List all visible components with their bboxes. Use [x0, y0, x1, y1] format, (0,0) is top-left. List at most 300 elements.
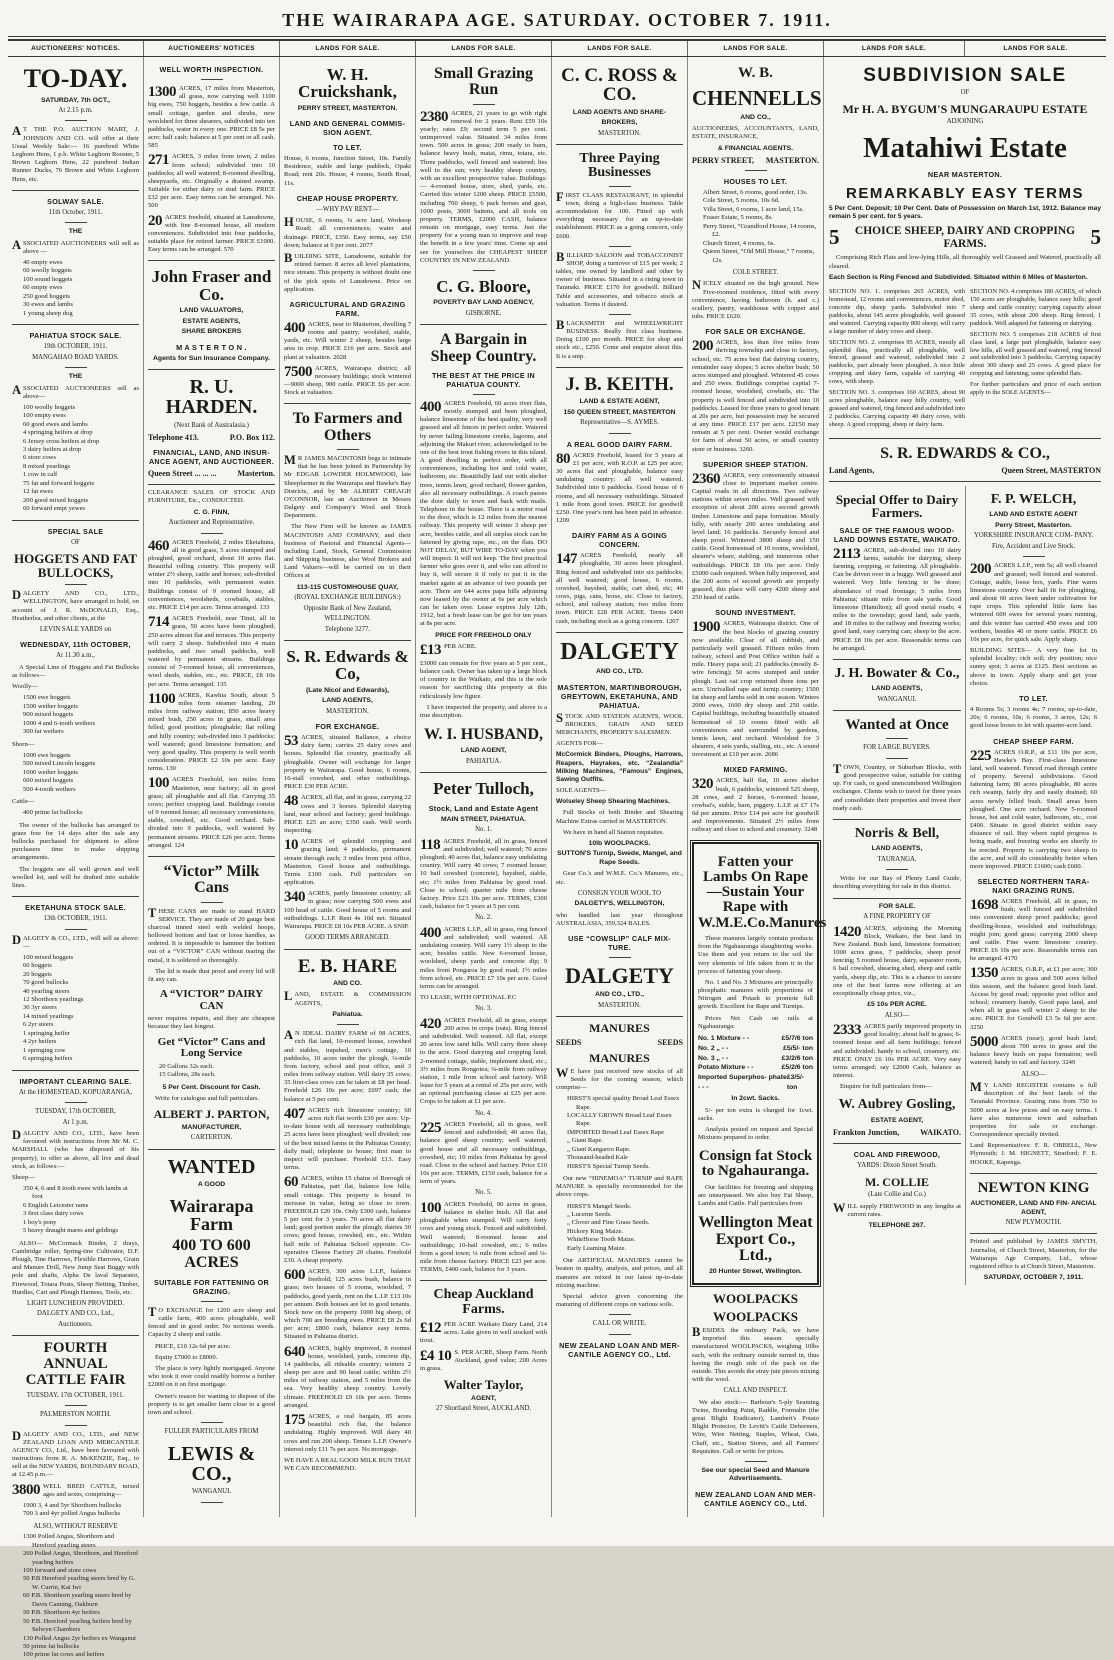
lead-number: 7500: [284, 363, 312, 380]
ad-paragraph: £12 PER ACRE Waikato Dairy Land, 214 acres. Lake given in well stocked with trout.: [420, 1320, 547, 1345]
ad-centered-line: CARTERTON.: [190, 1134, 233, 1142]
ad-subhead: NEW ZEALAND LOAN AND MER- CANTILE AGENCY CO., Ltd.: [559, 1340, 680, 1359]
price-table-value: £5/2/6 ton: [781, 1064, 813, 1072]
ad-centered-bold-line: TELEPHONE 267.: [868, 1222, 926, 1230]
column-auctioneers-1: [8, 57, 144, 1659]
ad-centered-line: Auctioneer and Representative.: [168, 519, 255, 527]
ad-subhead: TO LET.: [333, 143, 362, 153]
stock-list-item: 1 young sheep dog: [23, 309, 73, 317]
ad-centered-line: Fire, Accident and Live Stock.: [991, 542, 1076, 550]
column-rule: [148, 369, 275, 370]
section-divider: [337, 1024, 359, 1025]
stock-list-item: 1300 Polled Angus, Shorthorn and Hereford yearling steers: [23, 1533, 115, 1549]
section-divider: [609, 1314, 631, 1315]
ad-subhead: FINANCIAL, LAND, AND INSUR- ANCE AGENT, AND AUCTIONEER.: [148, 448, 275, 467]
ad-paragraph: DALGETY AND CO., LTD., have been favoured with instructions from Mr M. C. MARSHALL (who has disposed of his property), to offer as above, all live and dead stock, as follows:—: [12, 1127, 139, 1170]
ad-paragraph: Owner's reason for wanting to dispose of the property is to get smaller farm close to a good town and school.: [148, 1392, 275, 1416]
ad-subheadline: MANURES: [589, 1021, 650, 1036]
ad-centered-bold-line: 150 QUEEN STREET, MASTERTON: [563, 408, 676, 416]
ad-headline: C. G. Bloore,: [436, 276, 531, 296]
lead-number: 225: [970, 747, 991, 764]
ad-subhead: SUPERIOR SHEEP STATION.: [702, 459, 809, 469]
ad-headline: “Victor” Milk Cans: [163, 862, 260, 897]
ad-subhead: TO LET.: [1019, 693, 1048, 703]
ad-paragraph: 1698 ACRES Freehold, all in grass, in bush; well fenced and subdivided into convenient sheep proof paddocks; good dwelling-house, woolshed and outbuildings; might join; good grass; carrying 2000 sheep and cattle. Fine warm limestone country. PRICE £6 10s per acre. Reasonable terms can be arranged. 4170: [970, 897, 1097, 963]
ad-centered-line: LIGHT LUNCHEON PROVIDED.: [26, 1299, 125, 1307]
ad-centered-line: GOOD TERMS ARRANGED.: [305, 934, 390, 942]
ad-paragraph: SECTION NO. 5 comprises 218 ACRES of first class land, a large part ploughable, balance easy low hills, all well grassed and watered, ring fenced and subdivided into 3 paddocks. Carrying capacity about 300 sheep and 25 cows. A good place for cropping and fattening; some splendid flats.: [970, 330, 1101, 378]
ad-paragraph: For further particulars and price of each section apply to the SOLE AGENTS—: [970, 381, 1101, 397]
ad-paragraph: A Special Line of Hoggets and Fat Bullocks as follows—: [12, 663, 139, 680]
ad-paragraph: The New Firm will be known as JAMES MACINTOSH AND COMPANY, and their business of Pastoral and Financial Agents—including Land, Stock, General Commission and Shipping business, also Wool Brokers and Land Valuers—will be carried on in their Offices at: [284, 523, 411, 580]
ad-subhead: M A S T E R T O N .: [176, 342, 247, 352]
stock-list-item: 500 4-tooth wethers: [23, 785, 76, 793]
ad-paragraph: 714 ACRES Freehold, near Tinui, all in grass, 50 acres have been ploughed; 250 acres almost flat and terraces. This property will carry 2 sheep. Subdivided into 4 main paddocks, and two small paddocks, well watered by permanent streams. Buildings consist of 7-roomed house, all conveniences, wool sheds, stables, etc., etc. PRICE, £8 10s per acre. Terms arranged. 135: [148, 614, 275, 688]
lead-number: 10: [284, 837, 298, 854]
spread-line: [556, 1038, 683, 1047]
ad-centered-bold-line: PRICE FOR FREEHOLD ONLY: [435, 631, 532, 639]
ad-centered-line: (ROYAL EXCHANGE BUILDINGS:): [294, 594, 401, 602]
ad-paragraph: £13 PER ACRE.: [420, 642, 477, 659]
drop-cap: D: [12, 932, 22, 947]
ad-centered-line: MASTERTON.: [598, 129, 641, 137]
drop-cap: D: [12, 1428, 22, 1443]
drop-cap: T: [148, 905, 157, 920]
stock-list-item: 6 2yr steers: [23, 1021, 54, 1029]
column-rule: [12, 190, 139, 191]
lead-number: 420: [420, 1015, 441, 1032]
column-rule: [833, 898, 961, 899]
boxed-ad: [692, 842, 827, 1285]
section-divider: [65, 120, 87, 121]
section-divider: [609, 1334, 631, 1335]
stock-list-item: HIRST'S Special Turnip Seeds.: [567, 1162, 650, 1170]
ad-paragraph: TO LEASE, WITH OPTIONAL P.C: [420, 994, 517, 1002]
ad-centered-line: GISBORNE.: [465, 309, 502, 317]
spread-line: [148, 469, 275, 478]
ad-centered-bold-line: SATURDAY, OCTOBER 7, 1911.: [983, 1274, 1084, 1282]
ad-subheadline: FOURTH ANNUAL CATTLE FAIR: [25, 1340, 126, 1388]
ad-headline: J. B. KEITH.: [565, 373, 674, 395]
price-table-row: [698, 1073, 813, 1093]
ad-centered-line: WELLINGTON.: [324, 615, 371, 623]
lead-number: 200: [692, 338, 713, 355]
lead-number: 271: [148, 152, 169, 169]
ad-paragraph: The lid is made dust proof and every lid will fit any can.: [148, 967, 275, 983]
stock-list-item: 500 mixed Lincoln hoggets: [23, 760, 96, 768]
lead-number: 53: [284, 733, 298, 750]
ad-headline: LEWIS & CO.,: [167, 1442, 256, 1485]
column-header-row: [8, 39, 1106, 57]
ad-centered-line: FULLER PARTICULARS FROM: [164, 1428, 259, 1436]
drop-cap: A: [12, 237, 22, 252]
ad-headline: Special Offer to Dairy Farmers.: [835, 492, 959, 521]
stock-list-item: „ Giant Kangaroo Rape.: [567, 1145, 631, 1153]
column-rule: [833, 710, 961, 711]
ad-centered-bold-line: C. G. FINN,: [193, 508, 230, 516]
ad-centered-bold-line: MANUFACTURER,: [181, 1123, 242, 1131]
ad-centered-line: COLE STREET.: [732, 268, 779, 276]
ad-centered-bold-line: & FINANCIAL AGENTS.: [717, 144, 794, 152]
ad-centered-bold-line: THE: [68, 228, 83, 236]
ad-paragraph: 5 Per Cent. Deposit; 10 Per Cent. Date of Possession on March 1st, 1912. Balance may remain 5 per cent. for 5 years.: [829, 204, 1101, 220]
column-rule: [833, 1143, 961, 1144]
ad-centered-bold-line: LAND AGENTS,: [322, 697, 373, 705]
ad-paragraph: NICELY situated on the high ground. New Five-roomed residence, fitted with every convenience, having bathroom (h. and c.) scullery, pantry, washhouse with copper and tubs. PRICE £620.: [692, 278, 819, 321]
ad-headline: R. U. HARDEN.: [165, 376, 258, 419]
ad-paragraph: McCormick Binders, Ploughs, Harrows, Reapers, Hayrakes, etc. “Zealandia” Milking Machines, “Famous” Engines, Sawing Outfits.: [556, 751, 683, 783]
ad-paragraph: Sheep—: [12, 1173, 35, 1181]
ad-centered-bold-line: LAND & ESTATE AGENT,: [579, 398, 660, 406]
price-table-row: [698, 1034, 813, 1044]
drop-cap: T: [833, 761, 842, 776]
ad-centered-line: ALSO, WITHOUT RESERVE: [33, 1522, 118, 1530]
ad-subheadline: Mr H. A. BYGUM'S MUNGARAUPU ESTATE: [842, 101, 1088, 116]
ad-headline: A Bargain in Sheep Country.: [430, 331, 537, 365]
column-rule: [829, 438, 1101, 439]
ad-centered-line: Telephone 3277.: [324, 625, 371, 633]
ad-headline: Peter Tulloch,: [433, 779, 534, 799]
lead-number: 714: [148, 614, 169, 631]
ad-paragraph: who handled last year throughout AUSTRALASIA, 359,324 BALES.: [556, 911, 683, 927]
ad-centered-line: DALGETY AND CO., Ltd.,: [37, 1310, 114, 1318]
ad-headline: Consign fat Stock to Ngahauranga.: [698, 1148, 813, 1180]
spread-right: MASTERTON.: [765, 156, 819, 166]
lead-number: 118: [420, 836, 441, 853]
ad-subhead: SELECTED NORTHERN TARA- NAKI GRAZING RUNS.: [977, 877, 1090, 896]
ad-paragraph: FIRST CLASS RESTAURANT, in splendid town, doing a high-class business. Table accommodation for 100. Fitted up with everything necessary for an up-to-date establishment. PRICE as a going concern, only £600.: [556, 189, 683, 240]
stock-list: [12, 752, 139, 794]
column-rule: [556, 367, 683, 368]
column-rule: [829, 481, 1101, 482]
ad-centered-line: ALSO—: [1021, 1070, 1046, 1078]
ad-centered-line: CONSIGN YOUR WOOL TO: [577, 889, 662, 897]
stock-list-item: 4 springing heifers at drop: [23, 429, 93, 437]
stock-list-item: 15 Gallons, 28s each.: [159, 1071, 216, 1079]
section-divider: [65, 222, 87, 223]
lead-number: 147: [556, 551, 577, 568]
ad-paragraph: 400 ACRES Freehold, 60 acres river flats, mostly stumped and been ploughed, balance limestone of the best quality, very well grassed and all fences in perfect order. Watered by never failing limestone creeks, lagoons, and adjoining the Makuri river, acknowledged to be one of the best trout fishing rivers in this island. A good dwelling in perfect order, with all conveniences, including hot and cold water, bathroom, etc. Beautifully laid out with shelter trees, tennis lawn, good orchard, flower garden, also all necessary outbuildings. A coach passes the door daily to town and back with mails. Telephone in the house. There is a motor road to the door, which is 12 miles from the nearest railway. This property will winter 3 sheep per acre, besides cattle, and all surplus stock can be fattened by giving rape, etc., on the flats. DO NOT DELAY, BUT WIRE TO-DAY when you will inspect. It will not keep. The first practical farmer who goes over it, and who can afford to buy it, will secure it if only to put it in the market again at an advance of two pounds per acre. There are 644 acres papa hills adjoining now leased by the owner at 6s per acre which can be taken over. Lease expires July 12th, 1912, but a fresh lease can be got for ten years at 8s per acre.: [420, 398, 547, 628]
ad-centered-line: At 11.30 a.m.,: [56, 652, 95, 660]
ad-paragraph: Enquire for full particulars from—: [840, 1083, 932, 1091]
ad-centered-line: YORKSHIRE INSURANCE COM- PANY.: [973, 532, 1094, 540]
ad-headline: W. H. Cruickshank,: [298, 65, 397, 102]
ad-subheadline: Walter Taylor,: [443, 1377, 524, 1393]
ad-subhead: SPECIAL SALE: [47, 526, 104, 536]
ad-subhead: IMPORTANT CLEARING SALE.: [19, 1076, 132, 1086]
column-header-label: AUCTIONEERS' NOTICES.: [8, 41, 144, 56]
subdivision-sale-header: [829, 66, 1101, 482]
stock-list-item: 30 ewes and lambs: [23, 301, 73, 309]
column-rule: [148, 1149, 275, 1150]
stock-list-item: 60 forward empt yewes: [23, 505, 86, 513]
lead-number: 5000: [970, 1033, 998, 1050]
ad-centered-line: MASTERTON.: [598, 1001, 641, 1009]
ad-paragraph: 1900 ACRES, Wairarapa district. One of the best blocks of grazing country now available. Clear of all rubbish, and particularly well grassed. Fifteen miles from railway, school and Post Office within half a mile. Heavy papa soil; 21 paddocks (mostly 8-wire fencing); 50 acres stumped and under plough. Last oat crop returned three tons per acre. Unrivalled rape and turnip country; 1500 fat sheep and lambs sold in one season. Winters 2000 ewes, 1600 dry sheep and 250 cattle. Capital buildings, including beautifully situated homestead of 10 rooms fitted with all conveniences and surrounded by gardens, tennis lawn, and orchard. Woolshed for 3 shearers, 4 sets yards, stalling, etc., etc. A sound investment at £10 per acre. 2686: [692, 619, 819, 759]
ad-paragraph: Each Section is Ring Fenced and Subdivided. Situated within 6 Miles of Masterton.: [829, 273, 1088, 281]
ad-paragraph: 420 ACRES Freehold, all in grass, except 200 acres in crops (oats). Ring fenced and subdivided. Well watered. All flat, except 20 acres low sand hills. Will carry three sheep to the acre. Good dairying and cropping land; 2-roomed cottage, stable, implement shed, etc.; 3½ miles from Rongotea; ¼-mile from railway station, 1 mile from school and factory. Will lease for 5 years at a rental of 25s per acre, with an optional purchasing clause at £25 per acre. Crops to be taken at £1 per acre.: [420, 1015, 547, 1106]
ad-headline: Wellington Meat Export Co., Ltd.,: [698, 1214, 813, 1264]
column-lands-2: [416, 57, 552, 1517]
ad-paragraph: 200 ACRES L.I.P., rent 5s; all well cleared and grassed; well fenced and watered. Cottage, stable, loose box, yards. Fine warm limestone country. Over half fit for ploughing, and about 60 acres been under cultivation for rape crops. This splendid little farm has wintered 600 ewes for several years running, and this winter has carried 450 ewes and 100 wethers, besides 40 or more cattle. PRICE £6 10s per acre, for quick sale. Apply sharp.: [970, 561, 1097, 643]
section-divider: [609, 314, 631, 315]
ad-paragraph: Woolly—: [12, 683, 38, 691]
drop-cap: H: [284, 215, 294, 230]
ad-subhead: MIXED FARMING.: [723, 765, 788, 775]
section-divider: [65, 1425, 87, 1426]
ad-subhead: SOUND INVESTMENT.: [715, 608, 796, 618]
drop-cap: S: [556, 710, 563, 725]
lead-number: 600: [284, 1267, 305, 1284]
ad-paragraph: SOLE AGENTS—: [556, 787, 607, 795]
farms-count-right: 5: [1090, 225, 1101, 250]
drop-cap: B: [284, 251, 293, 265]
section-divider: [201, 79, 223, 80]
ad-centered-bold-line: In 2cwt. Sacks.: [731, 1095, 780, 1103]
section-divider: [609, 186, 631, 187]
price-table-label: No. 2 „ - -: [698, 1044, 729, 1052]
ad-centered-line: WANGANUI.: [191, 1488, 232, 1496]
stock-list: [692, 189, 819, 265]
ad-headline: To Farmers and Others: [292, 410, 403, 444]
ad-headline: W. I. HUSBAND,: [424, 726, 543, 744]
lead-number: 48: [284, 793, 298, 810]
stock-list-item: 300 fat wethers: [23, 728, 64, 736]
ad-centered-line: LEVIN SALE YARDS on: [39, 626, 112, 633]
ad-centered-line: 27 Shortland Street, AUCKLAND.: [435, 1405, 532, 1413]
column-rule: [970, 1233, 1097, 1234]
ad-centered-line: CALL AND INSPECT.: [723, 1387, 788, 1395]
ad-centered-line: TAURANGA.: [877, 855, 917, 863]
ad-centered-line: At the HOMESTEAD, KOPUARANGA,: [18, 1088, 133, 1096]
ad-paragraph: 5/- per ton extra is charged for 1cwt. sacks.: [698, 1106, 813, 1122]
ad-centered-line: OF: [960, 89, 970, 97]
newspaper-masthead: THE WAIRARAPA AGE. SATURDAY. OCTOBER 7. 1911.: [8, 2, 1106, 37]
lead-number: £4 10: [420, 1347, 452, 1364]
spread-right: P.O. Box 112.: [229, 433, 275, 443]
lead-number: 200: [970, 561, 991, 578]
section-divider: [65, 584, 87, 585]
stock-list-item: 50 P.B Hereford yearling steers bred by G. W. Currie, Kai Iwi: [23, 1575, 136, 1591]
ad-centered-bold-line: ESTATE AGENT,: [870, 1116, 924, 1124]
stock-list-item: 1 springing heifer: [23, 1029, 70, 1037]
stock-list-item: Church Street, 4 rooms, 6s.: [703, 239, 775, 247]
stock-list-item: 60 hoggets: [23, 962, 52, 970]
ad-paragraph: THESE CANS are made to stand HARD SERVICE. They are made of 20 gauge best charcoal tinned steel with welded hoops, hollowed bottom and fast or loose handles, as ordered. It is impossible to hammer the bottom out of a “VICTOR” CAN without tearing the metal, it is soldered so thoroughly.: [148, 905, 275, 964]
price-table-value: £5/7/6 ton: [781, 1034, 813, 1042]
column-header-label: AUCTIONEERS' NOTICES: [144, 41, 280, 56]
ad-centered-bold-line: A GOOD: [197, 1181, 226, 1189]
drop-cap: D: [12, 588, 22, 603]
ad-subhead: COAL AND FIREWOOD,: [853, 1150, 941, 1160]
ad-paragraph: 147 ACRES Freehold, nearly all ploughable, 30 acres been ploughed. Ring fenced and subdivided into six paddocks; all well watered; good house, 6 rooms, cowshed, hayshed, stable, cart shed, etc; 40 cows, pigs, cans, horse, etc. Close to factory, school, and railway station; two miles from town. PRICE £28 PER ACRE. Terms £400 cash, including stock as a going concern. 1207: [556, 551, 683, 625]
section-descriptions-left: [829, 285, 965, 432]
stock-list-item: 8 mixed yearlings: [23, 462, 71, 470]
ad-headline: F. P. WELCH,: [990, 492, 1077, 508]
drop-cap: A: [12, 124, 22, 139]
ad-paragraph: 1100 ACRES, Kawhia South, about 5 miles from steamer landing, 20 miles from railway station; 850 acres heavy mixed bush, 250 acres in grass, small area felled, good position; ploughable; flat rolling and hilly country; sub-divided into 3 paddocks; well watered; good limestone formation; and very good quality. This property is well worth consideration. PRICE £2 10s per acre. Easy terms. 130: [148, 690, 275, 773]
spread-line: [833, 1128, 961, 1137]
stock-list-item: 3 first class dairy cows: [23, 1210, 84, 1218]
stock-list-item: 50 P.B. Shorthorn 4yr heifers: [23, 1609, 100, 1617]
ad-paragraph: The owner of the bullocks has arranged to graze free for 14 days after the sale any bullocks purchased for shipment to allow purchasers time to make shipping arrangements.: [12, 821, 139, 862]
ad-centered-line: WANGANUI.: [877, 695, 917, 703]
ad-subhead: NEAR MASTERTON.: [927, 169, 1003, 179]
stock-list: [12, 1502, 139, 1519]
section-divider: [886, 758, 908, 759]
stock-list-item: 250 good hoggets: [23, 292, 70, 300]
stock-list-item: 50 prime fat bullocks: [23, 1642, 80, 1650]
ad-subhead: USE “COWSLIP” CALF MIX- TURE.: [568, 934, 671, 953]
stock-list-item: Hickory King Maize.: [567, 1227, 624, 1235]
ad-subheadline: A “VICTOR” DAIRY CAN: [159, 988, 264, 1012]
ad-headline: CHENNELLS: [692, 86, 822, 111]
ad-subheadline: WOOLPACKS: [713, 1309, 798, 1325]
lead-number: 3800: [12, 1481, 40, 1498]
column-lands-3: [552, 57, 688, 1517]
lead-number: 640: [284, 1343, 305, 1360]
spread-right: Queen Street, MASTERTON: [1001, 466, 1101, 476]
section-divider: [65, 929, 87, 930]
lead-number: 400: [284, 319, 305, 336]
ad-paragraph: Special advice given concerning the manuring of different crops on various soils.: [556, 1292, 683, 1309]
ad-subheadline: M. COLLIE: [864, 1174, 929, 1189]
ad-headline: Wairarapa Farm: [169, 1195, 254, 1234]
section-divider: [473, 270, 495, 271]
spread-left: Queen Street ... ... ...: [148, 469, 217, 479]
ad-paragraph: ASSOCIATED AUCTIONEERS sell as above—: [12, 382, 139, 400]
section-divider: [473, 394, 495, 395]
ad-centered-bold-line: LAND AGENTS AND SHARE-: [572, 108, 667, 116]
ad-headline: NEWTON KING: [977, 1179, 1090, 1196]
ad-subhead: SALE OF THE FAMOUS WOOD- LAND DOWNS ESTATE, WAIKATO.: [833, 525, 961, 544]
ad-headline: C. C. ROSS & CO.: [561, 65, 678, 106]
stock-list-item: 40 empty ewes: [23, 259, 63, 266]
lead-number: 60: [284, 1174, 298, 1191]
ad-paragraph: never requires repairs, and they are cheapest because they last longest.: [148, 1015, 275, 1031]
ad-paragraph: BESIDES the ordinary Pack, we have imported this season specially manufactured WOOLPACKS, weighing 10lbs each, with the ordinary outside turned in, thus having the rough side of the pack on the outside. This avoids the stray jute pieces mixing with the wool.: [692, 1325, 819, 1384]
stock-list-item: „ Lucerne Seeds.: [567, 1211, 612, 1219]
section-divider: [201, 1502, 223, 1503]
column-rule: [148, 260, 275, 261]
stock-list-item: 100 mixed hoggets: [23, 953, 74, 961]
ad-paragraph: Land Representatives: F. R. OBBELL, New Plymouth; J. M. HIGNETT, Stratford; F. E. HOOKE, Kapenga.: [970, 1142, 1097, 1166]
lead-number: 225: [420, 1120, 441, 1137]
ad-paragraph: 271 ACRES, 3 miles from town, 2 miles from school; subdivided into 10 paddocks; all well watered; 8-roomed dwelling, sheepyards, etc. Originally a drained swamp. Suitable for either dairy or stud farm. PRICE £32 per acre. Easy terms can be arranged. No. 500: [148, 152, 275, 210]
price-table-label: Imported Superphos- phate - - -: [698, 1074, 787, 1092]
lead-number: 400: [420, 924, 441, 941]
ad-paragraph: Prices Net Cash on rails at Ngahauranga:: [698, 1014, 813, 1030]
section-divider: [201, 902, 223, 903]
stock-list-item: 100 empty ewes: [23, 412, 66, 420]
ad-paragraph: CLEARANCE SALES OF STOCK AND FURNITURE, Etc., CONDUCTED.: [148, 489, 275, 505]
ad-centered-bold-line: 20 Hunter Street, Wellington.: [709, 1268, 802, 1276]
ad-paragraph: DALGETY AND CO., LTD., WELLINGTON, have arranged to hold, on account of J. R. McDONALD, Esq., Heatherlea, and other clients, at the: [12, 588, 139, 622]
ad-centered-bold-line: AND CO.: [333, 979, 362, 987]
drop-cap: A: [12, 382, 22, 397]
ad-subheadline: MANURES: [589, 1051, 650, 1066]
ad-paragraph: 320 ACRES, half flat, 10 acres shelter bush, 6 paddocks, wintered 525 sheep, 28 cows, and 2 horses, 6-roomed house, cowbai's, stable, barn, piggery. L.I.P. at £7 17s 6d per annum. Price £14 per acre for goodwill and improvements. Situated 2½ miles from railway and close to school and creamery. 3248: [692, 776, 819, 834]
column-header-label: LANDS FOR SALE.: [824, 41, 965, 56]
stock-list-item: 6 Jersey cross heifers at drop: [23, 437, 100, 445]
stock-list-item: HIRST'S special quality Broad Leaf Essex Rape.: [567, 1095, 680, 1111]
ad-paragraph: M Y LAND REGISTER contains a full description of the best lands of the Taranaki Province. Grazing runs from 750 to 5000 acres at low prices and on easy terms. I have also numerous town and suburban properties for sale or exchange. Correspondence specially invited.: [970, 1080, 1097, 1139]
ad-paragraph: DALGETY AND CO., LTD., and NEW ZEALAND LOAN AND MERCANTILE AGENCY CO., Ltd., have been favoured with instructions from R. A. McKENZIE, Esq., to sell at the NEW YARDS, BOUNDARY ROAD, at 12.45 p.m.—: [12, 1428, 139, 1479]
ad-centered-bold-line: BROKERS,: [601, 119, 638, 127]
ad-subheadline: Get “Victor” Cans and Long Service: [157, 1035, 266, 1060]
ad-paragraph: 175 ACRES, a real bargain, 85 acres beautiful rich flat, the balance undulating. Highly improved. Will dairy 40 cows and run 200 sheep. Tenure L.I.P. Owner's interest only £11 7s per acre. No mortgage.: [284, 1412, 411, 1453]
column-rule: [556, 632, 683, 633]
stock-list: [12, 259, 139, 318]
stock-list-item: Villa Street, 6 rooms, 1 acre land, 15s.: [703, 205, 804, 213]
ad-paragraph: Wolseley Sheep Shearing Machines.: [556, 798, 670, 806]
ad-paragraph: WILL supply FIREWOOD in any lengths at current rates.: [833, 1200, 961, 1218]
stock-list-item: 400 prime fat bullocks: [23, 809, 83, 817]
ad-subhead: MASTERTON, MARTINBOROUGH, GREYTOWN, EKETAHUNA, AND PAHIATUA.: [557, 682, 682, 710]
ad-centered-line: (Next Bank of Australasia.): [174, 421, 249, 429]
ad-paragraph: The place is very lightly mortgaged. Anyone who took it over could readily borrow a further £2000 on it on first mortgage.: [148, 1364, 275, 1389]
column-lands-1: [280, 57, 416, 1517]
ad-centered-line: PAHIATUA.: [465, 757, 502, 765]
column-header-label: LANDS FOR SALE.: [280, 41, 416, 56]
ad-paragraph: 600 ACRES, 300 acres L.I.P., balance freehold; 125 acres bush, balance in grass; two houses of 5 rooms, woolshed, 7 paddocks, good yards, rent on the L.I.P. £13 10s per annum. Both houses are let to good tenants. Stock now on the property 1000 big sheep, of which 700 are breeding ewes. PRICE £8 2s 6d per acre; £800 cash, balance easy terms. Situated in Pahiatua district.: [284, 1267, 411, 1341]
stock-list-item: 1 cow in calf: [23, 471, 58, 479]
drop-cap: B: [556, 317, 565, 332]
ad-paragraph: 7500 ACRES, Wairarapa district; all necessary buildings; stock wintered—9000 sheep, 900 cattle. PRICE £6 per acre. Stock at valuation.: [284, 363, 411, 397]
ad-centered-line: No. 3.: [475, 1005, 492, 1013]
ad-subheadline: 400 TO 600 ACRES: [172, 1237, 251, 1272]
ad-headline: Matahiwi Estate: [863, 131, 1067, 164]
ad-paragraph: 400 ACRES, near to Masterton, dwelling 7 rooms and pantry; woolshed, stable, yards, etc. Will winter 2 sheep, besides large area in crop. PRICE £16 per acre. Stock and plant at valuation. 2028: [284, 319, 411, 361]
stock-list-item: Albert Street, 6 rooms, good order, 13s.: [703, 189, 808, 197]
spread-line: [148, 433, 275, 442]
ad-centered-line: PALMERSTON NORTH.: [40, 1411, 111, 1419]
ad-paragraph: AUCTIONEERS, ACCOUNTANTS, LAND, ESTATE, INSURANCE,: [692, 125, 819, 141]
ad-headline: Three Paying Businesses: [579, 151, 660, 181]
ad-paragraph: AGENTS FOR—: [556, 740, 604, 748]
ad-paragraph: Analysis posted on request and Special Mixtures prepared to order.: [698, 1125, 813, 1142]
stock-list-item: Perry Street, “Grandford House, 14 rooms, £2.: [703, 222, 817, 239]
lead-number: 1698: [970, 897, 998, 914]
stock-list: [12, 694, 139, 736]
spread-left: PERRY STREET,: [692, 156, 754, 166]
lead-number: 460: [148, 537, 169, 554]
lead-number: 2360: [692, 470, 720, 487]
column-rule: [833, 819, 961, 820]
ad-subhead: SUITABLE FOR FATTENING OR GRAZING.: [153, 1277, 270, 1296]
stock-list: [12, 809, 139, 817]
stock-list: [12, 1185, 139, 1236]
ad-paragraph: SECTION NO. 3. comprises 160 ACRES, about 90 acres ploughable, balance easy hilly country, well grassed and watered, ring fenced and subdivided into 2 paddocks. Carrying capacity 40 dairy cows, with sheep. A good cropping, sheep or dairy farm.: [829, 389, 965, 428]
ad-subheadline: WOOLPACKS: [713, 1290, 798, 1306]
ad-paragraph: 10 ACRES of splendid cropping and grazing land; 4 paddocks, permanent stream through each; 3 miles from post office, Masterton. Good house and outbuildings. Terms £100 cash. Full particulars on application.: [284, 837, 411, 887]
ad-centered-bold-line: AUCTIONEER, LAND AND FIN- ANCIAL AGENT,: [970, 1200, 1097, 1216]
ad-centered-bold-line: Agents for Sun Insurance Company.: [153, 354, 270, 362]
ad-paragraph: 4 Rooms 5s; 3 rooms 4s; 7 rooms, up-to-date, 20s; 6 rooms, 10s; 6 rooms, 3 acres, 12s; 6 good loose boxes to let with quarter-acre land.: [970, 705, 1097, 730]
stock-list: [12, 954, 139, 1064]
ad-paragraph: TOWN, Country, or Suburban Blocks, with good prospective value, suitable for cutting up. For cash, or good unencumbered Wellington exchanges. Clients wish to travel for three years and consolidate their properties and invest their ready cash.: [833, 761, 961, 812]
column-rule: [833, 659, 961, 660]
ad-centered-line: Auctioneers.: [58, 1320, 93, 1328]
section-divider: [65, 367, 87, 368]
ad-subhead: EKETAHUNA STOCK SALE.: [25, 903, 126, 913]
lead-number: 2380: [420, 108, 448, 125]
ad-paragraph: BUILDING SITES— A very fine lot in splendid locality; rich soil; dry position; nice sunny spot; 3 acres at £125. Best sections as above in town. Apply sharp and get your choice.: [970, 647, 1097, 687]
ad-paragraph: HOUSE, 6 rooms, ¼ acre land, Worksop Road; all conveniences; water and drainage. PRICE, £350. Easy terms, say £50 down; balance at 6 per cent. 2077: [284, 215, 411, 249]
ad-centered-bold-line: ESTATE AGENTS,: [182, 317, 241, 325]
ad-centered-bold-line: LAND VALUATORS,: [179, 307, 244, 315]
ad-centered-bold-line: THE: [68, 373, 83, 381]
